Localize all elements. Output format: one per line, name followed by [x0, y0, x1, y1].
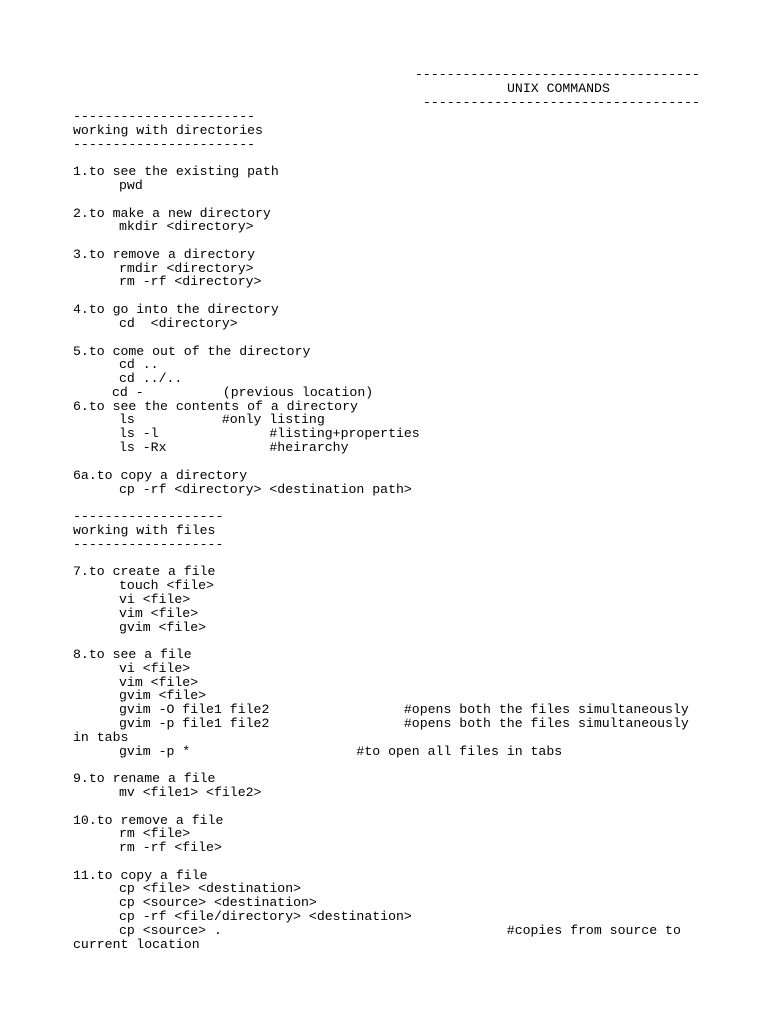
document-title: UNIX COMMANDS [507, 81, 610, 96]
command-line: rm <file> [119, 826, 191, 841]
item-heading: 8.to see a file [73, 647, 192, 662]
item-heading: 9.to rename a file [73, 771, 216, 786]
command-line: ls -Rx #heirarchy [119, 440, 349, 455]
title-rule-top: ------------------------------------ [415, 67, 700, 82]
item-heading: 5.to come out of the directory [73, 344, 311, 359]
section-heading-files: working with files [73, 523, 216, 538]
title-rule-bottom: ----------------------------------- [423, 95, 700, 110]
command-line: gvim <file> [119, 620, 207, 635]
command-line: cp <file> <destination> [119, 881, 302, 896]
command-line: cp <source> <destination> [119, 895, 317, 910]
command-line: pwd [119, 178, 143, 193]
command-line: cd ../.. [119, 371, 183, 386]
item-heading: 11.to copy a file [73, 868, 208, 883]
command-line: mkdir <directory> [119, 219, 254, 234]
section-rule: ------------------- [73, 509, 224, 524]
item-heading: 7.to create a file [73, 564, 216, 579]
item-heading: 3.to remove a directory [73, 247, 256, 262]
command-line: vi <file> [119, 661, 191, 676]
command-line: rm -rf <directory> [119, 274, 262, 289]
command-line: cd .. [119, 357, 159, 372]
command-line: cp <source> . #copies from source to [119, 923, 681, 938]
command-line: cd <directory> [119, 316, 238, 331]
command-line: rm -rf <file> [119, 840, 222, 855]
command-continuation: current location [73, 937, 200, 952]
item-heading: 1.to see the existing path [73, 164, 279, 179]
command-line: rmdir <directory> [119, 261, 254, 276]
command-line: gvim -O file1 file2 #opens both the files simultaneously [119, 702, 689, 717]
item-heading: 4.to go into the directory [73, 302, 279, 317]
command-line: touch <file> [119, 578, 214, 593]
command-line: vim <file> [119, 606, 199, 621]
item-heading: 10.to remove a file [73, 813, 224, 828]
command-line: ls -l #listing+properties [119, 426, 420, 441]
command-line: vi <file> [119, 592, 191, 607]
item-heading: 2.to make a new directory [73, 206, 271, 221]
command-line: cp -rf <directory> <destination path> [119, 482, 412, 497]
command-line: gvim <file> [119, 688, 207, 703]
item-heading: 6a.to copy a directory [73, 468, 248, 483]
section-rule: ----------------------- [73, 109, 256, 124]
command-line: gvim -p * #to open all files in tabs [119, 744, 563, 759]
command-line: mv <file1> <file2> [119, 785, 262, 800]
command-line: ls #only listing [119, 412, 325, 427]
command-line: vim <file> [119, 675, 199, 690]
item-heading: 6.to see the contents of a directory [73, 399, 358, 414]
command-line: cd - (previous location) [112, 385, 374, 400]
section-heading-directories: working with directories [73, 123, 263, 138]
command-line: cp -rf <file/directory> <destination> [119, 909, 412, 924]
section-rule: ----------------------- [73, 137, 256, 152]
command-line: gvim -p file1 file2 #opens both the files simultaneously [119, 716, 689, 731]
section-rule: ------------------- [73, 537, 224, 552]
command-continuation: in tabs [73, 730, 129, 745]
